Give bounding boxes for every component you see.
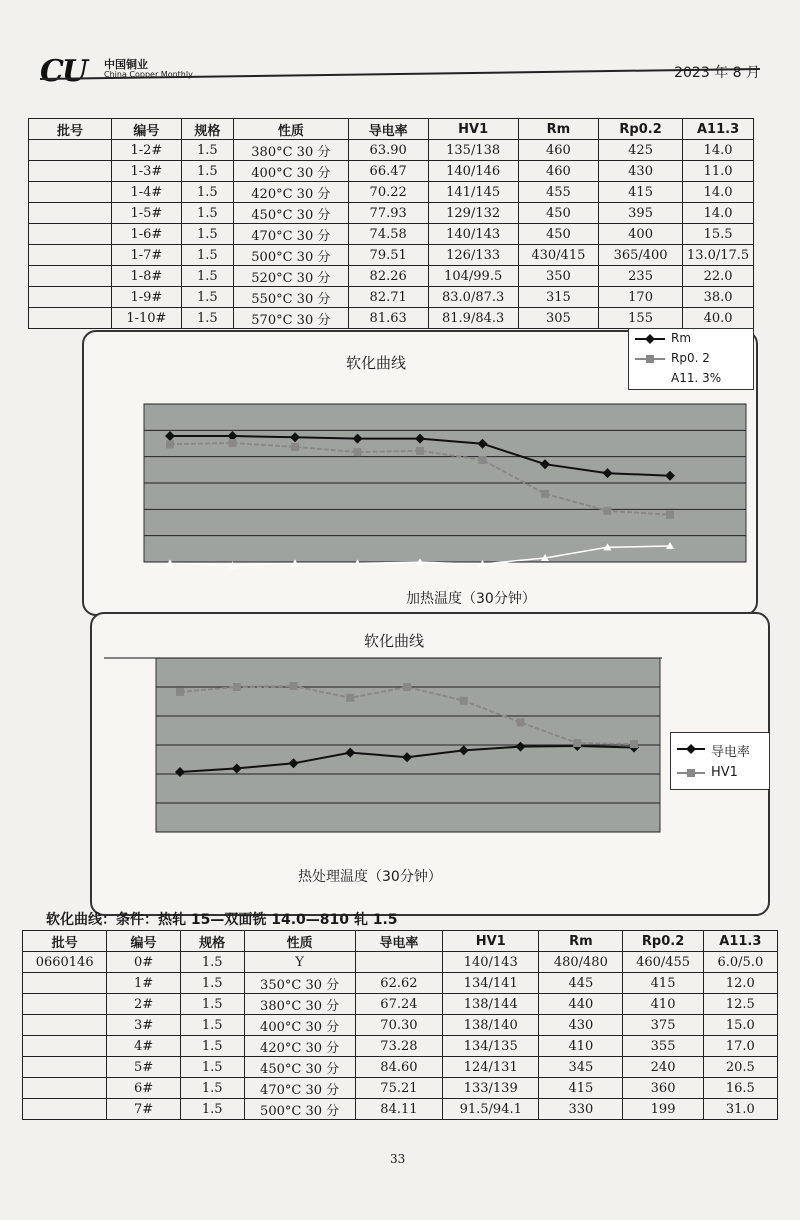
data-point xyxy=(291,443,299,451)
table-cell: 82.26 xyxy=(348,266,428,287)
table-cell: 12.5 xyxy=(703,994,777,1015)
table-cell: 199 xyxy=(623,1099,703,1120)
table-cell: 81.9/84.3 xyxy=(428,308,518,329)
table-row xyxy=(29,182,754,203)
logo-chinese-text: 中国铜业 xyxy=(104,58,148,71)
table-cell: 91.5/94.1 xyxy=(443,1099,539,1120)
table-cell: 400 xyxy=(599,224,683,245)
table-cell: 375 xyxy=(623,1015,703,1036)
table-row xyxy=(23,952,778,973)
data-point xyxy=(416,447,424,455)
table-cell: 1.5 xyxy=(181,266,233,287)
table-cell: 140/143 xyxy=(443,952,539,973)
table-cell: 104/99.5 xyxy=(428,266,518,287)
table-cell: 84.60 xyxy=(355,1057,443,1078)
issue-date: 2023 年 8 月 xyxy=(674,65,760,81)
table-cell xyxy=(23,1099,107,1120)
table-cell: 1.5 xyxy=(181,182,233,203)
data-point xyxy=(460,697,468,705)
table-cell: 1.5 xyxy=(181,224,233,245)
data-point xyxy=(403,683,411,691)
table-cell: 138/140 xyxy=(443,1015,539,1036)
table-cell: 62.62 xyxy=(355,973,443,994)
table-cell: 410 xyxy=(539,1036,623,1057)
table-cell: 415 xyxy=(539,1078,623,1099)
table-cell xyxy=(29,203,112,224)
table-cell: 1.5 xyxy=(180,1057,244,1078)
table-cell xyxy=(23,973,107,994)
table-header-row xyxy=(29,119,754,140)
table-cell: 450°C 30 分 xyxy=(233,203,348,224)
chart-title: 软化曲线 xyxy=(364,632,425,650)
table-cell: 380°C 30 分 xyxy=(244,994,355,1015)
table-cell: 77.93 xyxy=(348,203,428,224)
table-cell xyxy=(29,224,112,245)
table-cell xyxy=(23,1036,107,1057)
table-row xyxy=(23,1015,778,1036)
results-table-2 xyxy=(22,930,778,1120)
column-header: HV1 xyxy=(428,119,518,140)
column-header: 编号 xyxy=(111,119,181,140)
table-cell: 14.0 xyxy=(683,203,754,224)
data-point xyxy=(354,448,362,456)
table-cell: 1.5 xyxy=(181,245,233,266)
table-cell: 350 xyxy=(518,266,598,287)
table-cell xyxy=(29,308,112,329)
column-header: HV1 xyxy=(443,931,539,952)
chart-title: 软化曲线 xyxy=(346,354,407,372)
table-cell xyxy=(355,952,443,973)
column-header: Rm xyxy=(518,119,598,140)
table-cell: 430/415 xyxy=(518,245,598,266)
table-cell: Y xyxy=(244,952,355,973)
table-cell: 138/144 xyxy=(443,994,539,1015)
table-row xyxy=(29,266,754,287)
table-cell: 5# xyxy=(107,1057,180,1078)
data-point xyxy=(346,694,354,702)
table-cell: 14.0 xyxy=(683,140,754,161)
table-cell: 140/146 xyxy=(428,161,518,182)
table-cell: 31.0 xyxy=(703,1099,777,1120)
table-cell: 155 xyxy=(599,308,683,329)
table-cell: 6# xyxy=(107,1078,180,1099)
table-cell: 235 xyxy=(599,266,683,287)
table-cell: 1.5 xyxy=(180,973,244,994)
chart-legend xyxy=(628,328,754,390)
table-cell: 67.24 xyxy=(355,994,443,1015)
legend-label-conductivity: 导电率 xyxy=(711,745,751,760)
data-point xyxy=(166,440,174,448)
table-row xyxy=(29,140,754,161)
table-cell: 63.90 xyxy=(348,140,428,161)
table-cell: 1# xyxy=(107,973,180,994)
table-cell xyxy=(23,994,107,1015)
table-cell: 1.5 xyxy=(180,1015,244,1036)
table-cell: 81.63 xyxy=(348,308,428,329)
table-cell: 13.0/17.5 xyxy=(683,245,754,266)
table-cell: 355 xyxy=(623,1036,703,1057)
table-row xyxy=(29,224,754,245)
table-row xyxy=(23,1078,778,1099)
data-point xyxy=(666,511,674,519)
table-cell: 1.5 xyxy=(181,161,233,182)
table-cell: 1.5 xyxy=(181,140,233,161)
table-cell xyxy=(29,287,112,308)
table-cell: 40.0 xyxy=(683,308,754,329)
column-header: Rp0.2 xyxy=(623,931,703,952)
column-header: 规格 xyxy=(180,931,244,952)
table-cell: 15.5 xyxy=(683,224,754,245)
table-cell: 500°C 30 分 xyxy=(233,245,348,266)
table-cell: 70.22 xyxy=(348,182,428,203)
table-cell xyxy=(23,1057,107,1078)
data-point xyxy=(630,740,638,748)
table-cell: 83.0/87.3 xyxy=(428,287,518,308)
table-cell: 240 xyxy=(623,1057,703,1078)
table-cell xyxy=(23,1015,107,1036)
table-cell: 345 xyxy=(539,1057,623,1078)
table-cell: 395 xyxy=(599,203,683,224)
table-cell: 14.0 xyxy=(683,182,754,203)
table-cell: 570°C 30 分 xyxy=(233,308,348,329)
table-cell xyxy=(29,161,112,182)
table-cell: 1-4# xyxy=(111,182,181,203)
data-point xyxy=(290,682,298,690)
table-cell: 135/138 xyxy=(428,140,518,161)
table-cell: 450 xyxy=(518,224,598,245)
data-point xyxy=(233,683,241,691)
table-cell: 1.5 xyxy=(180,952,244,973)
table-cell xyxy=(29,140,112,161)
table-row xyxy=(23,1099,778,1120)
table-cell: 1-8# xyxy=(111,266,181,287)
page-number: 33 xyxy=(390,1152,406,1166)
table-row xyxy=(23,994,778,1015)
table-cell: 430 xyxy=(539,1015,623,1036)
table-row xyxy=(29,203,754,224)
column-header: 编号 xyxy=(107,931,180,952)
table-cell: 450 xyxy=(518,203,598,224)
softening-chart-2 xyxy=(90,612,770,916)
table-cell: 305 xyxy=(518,308,598,329)
table-cell: 460 xyxy=(518,140,598,161)
table-cell: 480/480 xyxy=(539,952,623,973)
table-cell: 450°C 30 分 xyxy=(244,1057,355,1078)
table-cell: 1.5 xyxy=(180,1078,244,1099)
table-cell: 133/139 xyxy=(443,1078,539,1099)
table-cell: 1-9# xyxy=(111,287,181,308)
table-cell: 15.0 xyxy=(703,1015,777,1036)
table-cell: 2# xyxy=(107,994,180,1015)
table-cell: 445 xyxy=(539,973,623,994)
results-table-1 xyxy=(28,118,754,329)
logo-english-text: China Copper Monthly xyxy=(104,70,193,79)
table-cell: 520°C 30 分 xyxy=(233,266,348,287)
table-cell: 470°C 30 分 xyxy=(233,224,348,245)
table-cell: 1.5 xyxy=(181,203,233,224)
table-cell: 124/131 xyxy=(443,1057,539,1078)
table-row xyxy=(29,161,754,182)
table-cell: 420°C 30 分 xyxy=(233,182,348,203)
table-row xyxy=(23,973,778,994)
table-cell: 6.0/5.0 xyxy=(703,952,777,973)
table-cell: 330 xyxy=(539,1099,623,1120)
table-cell: 380°C 30 分 xyxy=(233,140,348,161)
table-cell: 82.71 xyxy=(348,287,428,308)
table-row xyxy=(29,308,754,329)
table-cell: 11.0 xyxy=(683,161,754,182)
softening-chart-1 xyxy=(82,330,758,616)
table-cell xyxy=(29,266,112,287)
column-header: Rm xyxy=(539,931,623,952)
data-point xyxy=(229,439,237,447)
table-cell: 1-5# xyxy=(111,203,181,224)
table-cell: 140/143 xyxy=(428,224,518,245)
table-cell: 415 xyxy=(623,973,703,994)
column-header: 批号 xyxy=(23,931,107,952)
table-cell: 84.11 xyxy=(355,1099,443,1120)
column-header: 批号 xyxy=(29,119,112,140)
table-cell: 75.21 xyxy=(355,1078,443,1099)
table-cell: 134/135 xyxy=(443,1036,539,1057)
chart-legend xyxy=(670,732,770,790)
table-cell: 1.5 xyxy=(180,1036,244,1057)
table-cell: 400°C 30 分 xyxy=(244,1015,355,1036)
table-cell: 7# xyxy=(107,1099,180,1120)
table-cell: 1.5 xyxy=(181,308,233,329)
table-cell: 470°C 30 分 xyxy=(244,1078,355,1099)
table-cell: 460 xyxy=(518,161,598,182)
table-cell xyxy=(29,182,112,203)
table-row xyxy=(23,1036,778,1057)
table-cell: 440 xyxy=(539,994,623,1015)
table-cell: 1-2# xyxy=(111,140,181,161)
column-header: 规格 xyxy=(181,119,233,140)
table-cell: 1-3# xyxy=(111,161,181,182)
column-header: 导电率 xyxy=(355,931,443,952)
table-cell: 134/141 xyxy=(443,973,539,994)
data-point xyxy=(541,490,549,498)
table-cell: 20.5 xyxy=(703,1057,777,1078)
table-cell: 1-6# xyxy=(111,224,181,245)
data-point xyxy=(604,507,612,515)
data-point xyxy=(573,739,581,747)
table-cell: 1-7# xyxy=(111,245,181,266)
table-cell: 455 xyxy=(518,182,598,203)
table-row xyxy=(29,245,754,266)
table-cell: 550°C 30 分 xyxy=(233,287,348,308)
table-cell: 16.5 xyxy=(703,1078,777,1099)
table-cell: 350°C 30 分 xyxy=(244,973,355,994)
table-cell: 460/455 xyxy=(623,952,703,973)
table-cell: 170 xyxy=(599,287,683,308)
section-subtitle: 软化曲线：条件：热轧 15—双面铣 14.0—810 轧 1.5 xyxy=(46,912,398,928)
table-cell: 73.28 xyxy=(355,1036,443,1057)
legend-label-rp: Rp0. 2 xyxy=(671,351,710,365)
column-header: Rp0.2 xyxy=(599,119,683,140)
column-header: A11.3 xyxy=(683,119,754,140)
table-row xyxy=(23,1057,778,1078)
company-logo: CU xyxy=(40,54,87,89)
table-cell: 415 xyxy=(599,182,683,203)
table-cell: 3# xyxy=(107,1015,180,1036)
table-cell xyxy=(29,245,112,266)
table-row xyxy=(29,287,754,308)
table-cell: 1.5 xyxy=(181,287,233,308)
table-cell: 66.47 xyxy=(348,161,428,182)
table-cell: 360 xyxy=(623,1078,703,1099)
table-cell: 74.58 xyxy=(348,224,428,245)
data-point xyxy=(517,718,525,726)
table-cell: 315 xyxy=(518,287,598,308)
table-cell: 1-10# xyxy=(111,308,181,329)
table-cell: 365/400 xyxy=(599,245,683,266)
legend-label-hv1: HV1 xyxy=(711,765,738,780)
table-cell: 126/133 xyxy=(428,245,518,266)
table-cell: 0# xyxy=(107,952,180,973)
table-cell: 129/132 xyxy=(428,203,518,224)
data-point xyxy=(176,688,184,696)
table-cell: 79.51 xyxy=(348,245,428,266)
legend-label-a: A11. 3% xyxy=(671,371,722,385)
table-cell: 1.5 xyxy=(180,994,244,1015)
table-cell: 500°C 30 分 xyxy=(244,1099,355,1120)
chart-x-label: 加热温度（30分钟） xyxy=(406,591,536,607)
table-cell: 0660146 xyxy=(23,952,107,973)
table-header-row xyxy=(23,931,778,952)
legend-label-rm: Rm xyxy=(671,331,692,345)
column-header: A11.3 xyxy=(703,931,777,952)
table-cell: 425 xyxy=(599,140,683,161)
table-cell: 17.0 xyxy=(703,1036,777,1057)
table-cell: 22.0 xyxy=(683,266,754,287)
table-cell: 141/145 xyxy=(428,182,518,203)
table-cell xyxy=(23,1078,107,1099)
table-cell: 4# xyxy=(107,1036,180,1057)
table-cell: 410 xyxy=(623,994,703,1015)
column-header: 性质 xyxy=(244,931,355,952)
data-point xyxy=(479,456,487,464)
chart-x-label: 热处理温度（30分钟） xyxy=(298,869,442,885)
table-cell: 430 xyxy=(599,161,683,182)
table-cell: 12.0 xyxy=(703,973,777,994)
table-cell: 38.0 xyxy=(683,287,754,308)
table-cell: 420°C 30 分 xyxy=(244,1036,355,1057)
column-header: 导电率 xyxy=(348,119,428,140)
table-cell: 70.30 xyxy=(355,1015,443,1036)
table-cell: 400°C 30 分 xyxy=(233,161,348,182)
column-header: 性质 xyxy=(233,119,348,140)
table-cell: 1.5 xyxy=(180,1099,244,1120)
